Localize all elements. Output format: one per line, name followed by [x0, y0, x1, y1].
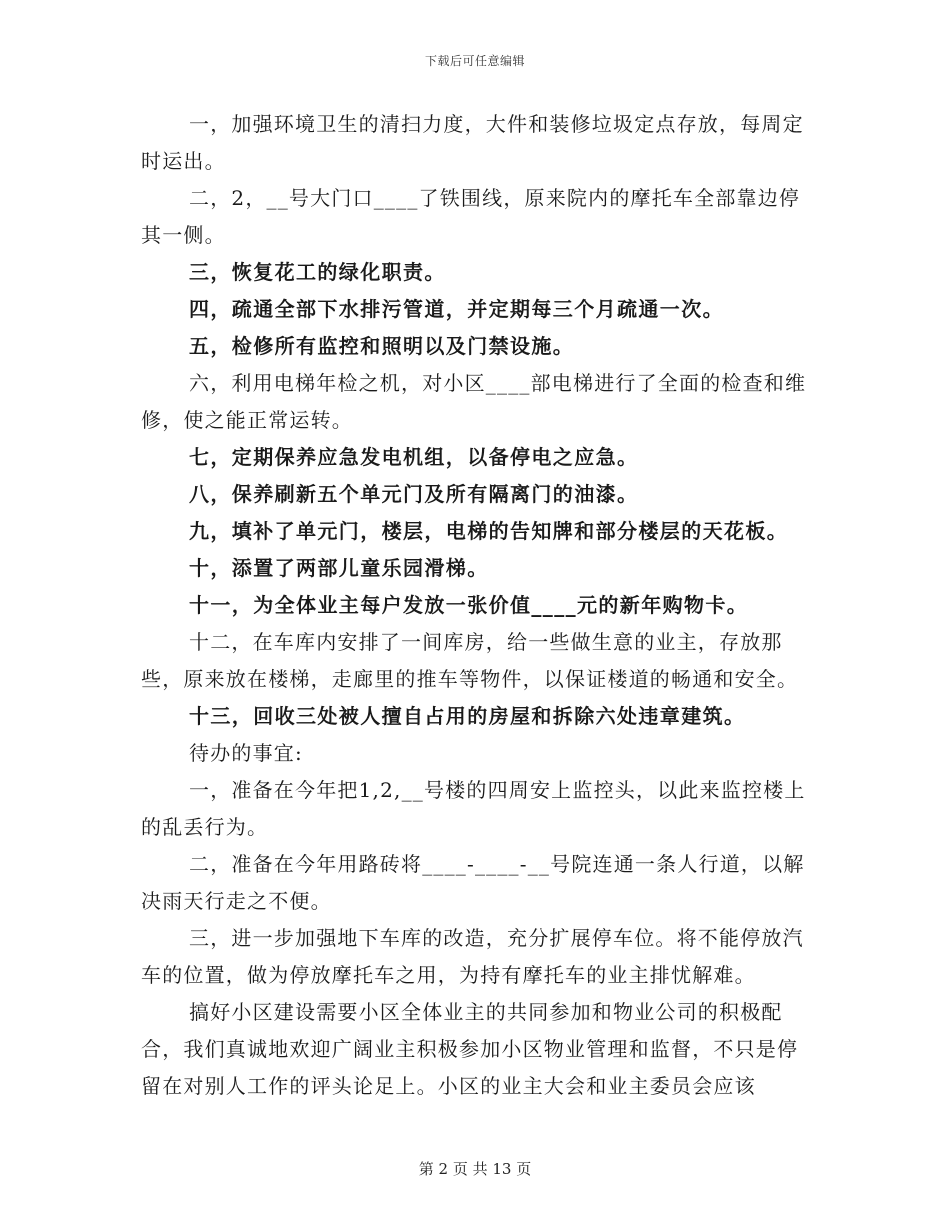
paragraph-8: 八，保养刷新五个单元门及所有隔离门的油漆。	[189, 482, 639, 506]
paragraph-7: 七，定期保养应急发电机组，以备停电之应急。	[189, 445, 639, 469]
paragraph-12: 十二，在车库内安排了一间库房，给一些做生意的业主，存放那些，原来放在楼梯，走廊里的推车等物件，以保证楼道的畅通和安全。	[141, 630, 799, 691]
paragraph-1: 一，加强环境卫生的清扫力度，大件和装修垃圾定点存放，每周定时运出。	[141, 112, 804, 173]
paragraph-10: 十，添置了两部儿童乐园滑梯。	[189, 556, 489, 580]
closing-paragraph: 搞好小区建设需要小区全体业主的共同参加和物业公司的积极配合，我们真诚地欢迎广阔业主积极参加小区物业管理和监督，不只是停留在对别人工作的评头论足上。小区的业主大会和业主委员会应该	[141, 1000, 799, 1098]
document-body	[141, 106, 809, 1105]
paragraph-13: 十三，回收三处被人擅自占用的房屋和拆除六处违章建筑。	[189, 704, 746, 728]
page-header: 下载后可任意编辑	[424, 54, 525, 68]
pending-item-1: 一，准备在今年把1,2,__号楼的四周安上监控头，以此来监控楼上的乱丢行为。	[141, 778, 806, 839]
pending-item-3: 三，进一步加强地下车库的改造，充分扩展停车位。将不能停放汽车的位置，做为停放摩托车之用，为持有摩托车的业主排忧解难。	[141, 926, 804, 987]
paragraph-3: 三，恢复花工的绿化职责。	[189, 260, 446, 284]
paragraph-11: 十一，为全体业主每户发放一张价值____元的新年购物卡。	[189, 593, 749, 617]
paragraph-2: 二，2，__号大门口____了铁围线，原来院内的摩托车全部靠边停其一侧。	[141, 186, 801, 247]
paragraph-9: 九，填补了单元门，楼层，电梯的告知牌和部分楼层的天花板。	[189, 519, 789, 543]
paragraph-5: 五，检修所有监控和照明以及门禁设施。	[189, 334, 575, 358]
pending-item-2: 二，准备在今年用路砖将____-____-__号院连通一条人行道，以解决雨天行走之不便。	[141, 852, 805, 913]
pending-items-heading: 待办的事宜:	[189, 741, 303, 765]
page-number-footer: 第 2 页 共 13 页	[418, 1160, 532, 1178]
paragraph-6: 六，利用电梯年检之机，对小区____部电梯进行了全面的检查和维修，使之能正常运转。	[141, 371, 807, 432]
paragraph-4: 四，疏通全部下水排污管道，并定期每三个月疏通一次。	[189, 297, 724, 321]
